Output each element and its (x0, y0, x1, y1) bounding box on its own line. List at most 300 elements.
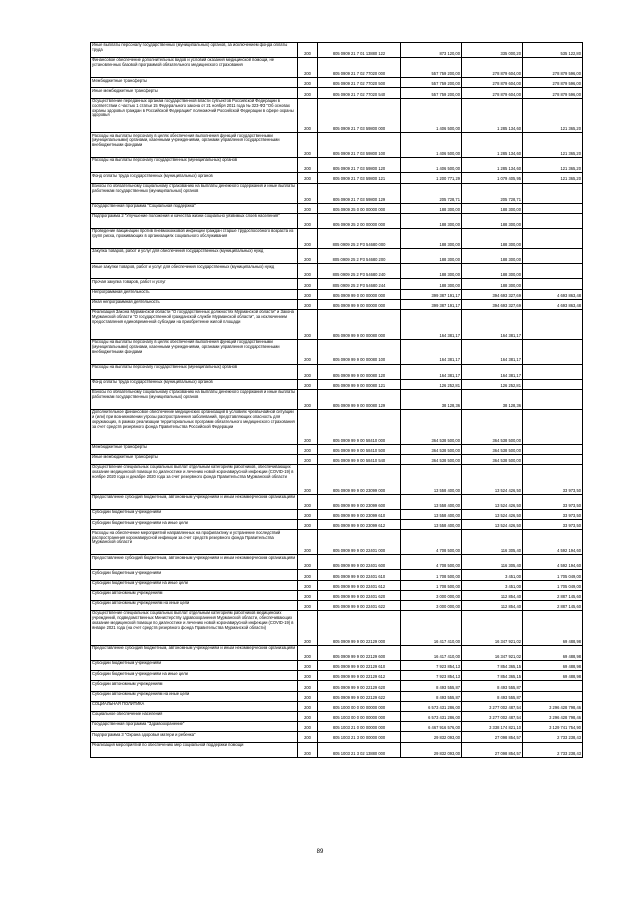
row-unexecuted-amount-cell (523, 364, 583, 379)
row-executed-amount-cell: 394 693 327,69 (462, 299, 523, 309)
row-unexecuted-amount-cell (523, 339, 583, 364)
row-admin-cell: 200 (298, 289, 318, 299)
row-approved-amount-cell: 188 300,00 (401, 264, 462, 279)
table-row (91, 701, 583, 711)
row-admin-cell: 200 (298, 310, 318, 340)
page-number: 89 (316, 849, 324, 855)
row-executed-amount-cell: 1 285 134,60 (462, 158, 523, 173)
row-code-cell: 805 1003 21 0 00 00000 000 (318, 722, 401, 732)
row-approved-amount-cell: 16 417 410,00 (401, 611, 462, 646)
row-name-cell: Непрограммная деятельность (91, 289, 298, 299)
row-admin-cell: 200 (298, 379, 318, 389)
row-name-cell: Прочая закупка товаров, работ и услуг (91, 279, 298, 289)
row-code-cell: 805 0909 99 9 00 23099 612 (318, 520, 401, 530)
row-unexecuted-amount-cell: 4 693 863,48 (523, 289, 583, 299)
row-executed-amount-cell: 112 854,40 (462, 590, 523, 600)
row-admin-cell: 200 (298, 510, 318, 520)
row-name-cell: Предоставление субсидий бюджетным, автономным учреждениям и иным некоммерческим организациям (91, 494, 298, 509)
row-unexecuted-amount-cell: 1 705 049,00 (523, 570, 583, 580)
row-unexecuted-amount-cell: 4 592 194,60 (523, 555, 583, 570)
row-code-cell: 805 0909 25 2 P3 54680 244 (318, 279, 401, 289)
table-row (91, 339, 583, 364)
row-unexecuted-amount-cell (523, 454, 583, 464)
row-unexecuted-amount-cell (523, 264, 583, 279)
row-code-cell: 805 0909 21 7 03 59800 120 (318, 158, 401, 173)
row-approved-amount-cell: 8 493 555,87 (401, 681, 462, 691)
row-approved-amount-cell: 1 200 771,29 (401, 173, 462, 183)
table-row (91, 228, 583, 248)
row-approved-amount-cell: 3 000 000,00 (401, 600, 462, 610)
row-code-cell: 805 0909 21 7 01 13880 122 (318, 43, 401, 58)
row-code-cell: 805 0909 99 9 00 22129 000 (318, 611, 401, 646)
row-admin-cell: 200 (298, 88, 318, 98)
row-admin-cell: 200 (298, 661, 318, 671)
row-name-cell: Иные межбюджетные трансферты (91, 88, 298, 98)
report-sheet (90, 42, 582, 758)
row-code-cell: 805 0909 99 9 00 22129 610 (318, 661, 401, 671)
table-row (91, 183, 583, 203)
row-admin-cell: 200 (298, 530, 318, 555)
row-code-cell: 805 0909 21 7 03 59800 000 (318, 98, 401, 133)
table-row (91, 43, 583, 58)
row-executed-amount-cell: 3 451,00 (462, 580, 523, 590)
table-row (91, 310, 583, 340)
row-unexecuted-amount-cell (523, 379, 583, 389)
row-code-cell: 805 0909 21 7 02 77020 000 (318, 58, 401, 78)
row-unexecuted-amount-cell: 1 705 049,00 (523, 580, 583, 590)
row-name-cell: Фонд оплаты труда государственных (муниципальных) органов (91, 173, 298, 183)
row-admin-cell: 200 (298, 78, 318, 88)
row-approved-amount-cell: 557 759 200,00 (401, 78, 462, 88)
row-unexecuted-amount-cell: 33 973,50 (523, 465, 583, 495)
row-approved-amount-cell: 399 387 191,17 (401, 289, 462, 299)
row-approved-amount-cell: 557 759 200,00 (401, 58, 462, 78)
row-approved-amount-cell: 557 759 200,00 (401, 88, 462, 98)
row-unexecuted-amount-cell (523, 213, 583, 228)
row-code-cell: 805 0909 99 9 00 58410 540 (318, 454, 401, 464)
table-row (91, 732, 583, 742)
row-approved-amount-cell: 164 381,17 (401, 310, 462, 340)
row-name-cell: Субсидии бюджетным учреждениям (91, 510, 298, 520)
table-row (91, 78, 583, 88)
table-row (91, 590, 583, 600)
row-admin-cell: 200 (298, 98, 318, 133)
row-unexecuted-amount-cell: 69 488,98 (523, 645, 583, 660)
row-unexecuted-amount-cell: 33 973,50 (523, 494, 583, 509)
row-code-cell: 805 0909 99 9 00 00080 129 (318, 389, 401, 409)
row-admin-cell: 200 (298, 339, 318, 364)
row-executed-amount-cell: 116 305,40 (462, 530, 523, 555)
row-admin-cell: 200 (298, 364, 318, 379)
row-unexecuted-amount-cell: 2 887 145,60 (523, 590, 583, 600)
row-executed-amount-cell: 13 524 426,50 (462, 510, 523, 520)
row-unexecuted-amount-cell: 535 122,80 (523, 43, 583, 58)
row-executed-amount-cell: 394 693 327,69 (462, 289, 523, 299)
row-executed-amount-cell: 278 879 604,00 (462, 58, 523, 78)
row-name-cell: Предоставление субсидий бюджетным, автономным учреждениям и иным некоммерческим организациям (91, 555, 298, 570)
table-row (91, 249, 583, 264)
table-row (91, 681, 583, 691)
row-admin-cell: 200 (298, 58, 318, 78)
row-executed-amount-cell: 3 277 002 487,54 (462, 711, 523, 721)
row-admin-cell: 200 (298, 264, 318, 279)
table-row (91, 661, 583, 671)
table-row (91, 264, 583, 279)
row-executed-amount-cell: 27 098 854,57 (462, 742, 523, 757)
row-admin-cell: 200 (298, 249, 318, 264)
row-approved-amount-cell: 1 708 500,00 (401, 580, 462, 590)
row-name-cell: Расходы на обеспечение мероприятий направленных на профилактику и устранение последствий распространения коронавирусной инфекции за счет средств резервного фонда Правительства Мурманской области (91, 530, 298, 555)
row-admin-cell: 200 (298, 133, 318, 158)
row-executed-amount-cell: 364 538 500,00 (462, 410, 523, 445)
row-name-cell: Субсидии бюджетным учреждениям на иные цели (91, 520, 298, 530)
row-admin-cell: 200 (298, 389, 318, 409)
table-row (91, 454, 583, 464)
row-name-cell: Иные межбюджетные трансферты (91, 454, 298, 464)
row-approved-amount-cell: 1 406 500,00 (401, 98, 462, 133)
row-unexecuted-amount-cell: 2 733 238,43 (523, 732, 583, 742)
row-approved-amount-cell: 164 381,17 (401, 339, 462, 364)
row-admin-cell: 200 (298, 444, 318, 454)
row-unexecuted-amount-cell (523, 410, 583, 445)
row-executed-amount-cell: 188 300,00 (462, 213, 523, 228)
row-admin-cell: 200 (298, 681, 318, 691)
table-row (91, 510, 583, 520)
row-executed-amount-cell: 8 493 555,87 (462, 691, 523, 701)
row-name-cell: Подпрограмма 3 "Охрана здоровья матери и ребенка" (91, 732, 298, 742)
row-name-cell: Межбюджетные трансферты (91, 78, 298, 88)
row-code-cell: 805 1000 00 0 00 00000 000 (318, 701, 401, 711)
row-unexecuted-amount-cell: 121 365,20 (523, 173, 583, 183)
row-approved-amount-cell: 29 832 093,00 (401, 732, 462, 742)
row-approved-amount-cell: 126 252,81 (401, 379, 462, 389)
row-unexecuted-amount-cell (523, 691, 583, 701)
row-name-cell: Взносы по обязательному социальному страхованию на выплаты денежного содержания и иные выплаты работникам государственных (муниципальных) органов (91, 183, 298, 203)
row-unexecuted-amount-cell (523, 183, 583, 203)
table-row (91, 611, 583, 646)
row-executed-amount-cell: 1 285 134,60 (462, 98, 523, 133)
row-admin-cell: 200 (298, 203, 318, 213)
row-admin-cell: 200 (298, 213, 318, 228)
row-code-cell: 805 0909 99 9 00 23099 610 (318, 510, 401, 520)
row-name-cell: Государственная программа "Социальная поддержка" (91, 203, 298, 213)
row-executed-amount-cell: 205 728,71 (462, 183, 523, 203)
row-name-cell: Субсидии автономным учреждениям на иные цели (91, 600, 298, 610)
row-admin-cell: 200 (298, 645, 318, 660)
row-name-cell: Реализация мероприятий по обеспечению мер социальной поддержки помощи (91, 742, 298, 757)
table-row (91, 711, 583, 721)
row-admin-cell: 200 (298, 183, 318, 203)
row-approved-amount-cell: 873 120,00 (401, 43, 462, 58)
row-name-cell: Субсидии бюджетным учреждениям (91, 661, 298, 671)
row-executed-amount-cell: 278 879 604,00 (462, 88, 523, 98)
table-row (91, 410, 583, 445)
row-approved-amount-cell: 6 467 916 576,00 (401, 722, 462, 732)
row-unexecuted-amount-cell (523, 389, 583, 409)
row-executed-amount-cell: 3 451,00 (462, 570, 523, 580)
table-row (91, 98, 583, 133)
row-unexecuted-amount-cell (523, 228, 583, 248)
row-approved-amount-cell: 205 728,71 (401, 183, 462, 203)
row-name-cell: Фонд оплаты труда государственных (муниципальных) органов (91, 379, 298, 389)
row-name-cell: Закупка товаров, работ и услуг для обеспечения государственных (муниципальных) нужд (91, 249, 298, 264)
row-unexecuted-amount-cell: 121 365,20 (523, 158, 583, 173)
row-approved-amount-cell: 188 300,00 (401, 279, 462, 289)
table-row (91, 213, 583, 228)
row-name-cell: Расходы на выплаты персоналу государственных (муниципальных) органов (91, 364, 298, 379)
row-code-cell: 805 0909 99 9 00 22129 600 (318, 645, 401, 660)
table-row (91, 173, 583, 183)
row-admin-cell: 200 (298, 279, 318, 289)
table-row (91, 379, 583, 389)
row-name-cell: Субсидии бюджетным учреждениям на иные цели (91, 671, 298, 681)
table-row (91, 58, 583, 78)
row-code-cell: 805 0909 99 9 00 22401 620 (318, 590, 401, 600)
row-code-cell: 805 0909 99 9 00 22401 600 (318, 555, 401, 570)
row-code-cell: 805 0909 25 2 P3 54680 240 (318, 264, 401, 279)
row-admin-cell: 200 (298, 158, 318, 173)
row-approved-amount-cell: 7 923 854,13 (401, 661, 462, 671)
row-code-cell: 805 0909 25 2 P3 54680 200 (318, 249, 401, 264)
table-row (91, 671, 583, 681)
row-admin-cell: 200 (298, 228, 318, 248)
row-admin-cell: 200 (298, 701, 318, 711)
row-unexecuted-amount-cell (523, 310, 583, 340)
row-executed-amount-cell: 116 305,40 (462, 555, 523, 570)
row-admin-cell: 200 (298, 742, 318, 757)
table-row (91, 645, 583, 660)
row-executed-amount-cell: 3 338 174 821,10 (462, 722, 523, 732)
row-code-cell: 805 0909 99 9 00 22129 612 (318, 671, 401, 681)
row-name-cell: Субсидии автономным учреждениям на иные цели (91, 691, 298, 701)
budget-table (90, 42, 583, 758)
row-name-cell: Подпрограмма 2 "Улучшение положения и качества жизни социально уязвимых слоев населения" (91, 213, 298, 228)
row-admin-cell: 200 (298, 600, 318, 610)
table-row (91, 555, 583, 570)
table-row (91, 722, 583, 732)
row-name-cell: Иные закупки товаров, работ и услуг для обеспечения государственных (муниципальных) нужд (91, 264, 298, 279)
row-executed-amount-cell: 7 854 365,15 (462, 671, 523, 681)
row-approved-amount-cell: 1 708 500,00 (401, 570, 462, 580)
row-approved-amount-cell: 16 417 410,00 (401, 645, 462, 660)
row-executed-amount-cell: 16 347 921,02 (462, 611, 523, 646)
row-executed-amount-cell: 13 524 426,50 (462, 520, 523, 530)
table-row (91, 600, 583, 610)
row-admin-cell: 200 (298, 671, 318, 681)
budget-table-body (91, 43, 583, 758)
row-executed-amount-cell: 188 300,00 (462, 228, 523, 248)
row-approved-amount-cell: 188 300,00 (401, 203, 462, 213)
row-approved-amount-cell: 364 538 500,00 (401, 454, 462, 464)
table-row (91, 158, 583, 173)
row-name-cell: Проведение вакцинации против пневмококковой инфекции граждан старше трудоспособного возраста из групп риска, проживающих в организациях социального обслуживания (91, 228, 298, 248)
row-unexecuted-amount-cell (523, 279, 583, 289)
table-row (91, 279, 583, 289)
row-unexecuted-amount-cell (523, 203, 583, 213)
row-executed-amount-cell: 13 524 426,50 (462, 494, 523, 509)
row-executed-amount-cell: 364 538 500,00 (462, 444, 523, 454)
row-unexecuted-amount-cell: 2 887 145,60 (523, 600, 583, 610)
row-name-cell: Социальное обеспечение населения (91, 711, 298, 721)
row-name-cell: Осуществление переданных органам государственной власти субъектов Российской Федерации в соответствии с частью 1 статьи 15 Федерального закона от 21 ноября 2011 года № 323-ФЗ "Об основах охраны здоровья граждан в Российской Федерации" полномочий Российской Федерации в сфере охраны здоровья (91, 98, 298, 133)
row-executed-amount-cell: 16 347 921,02 (462, 645, 523, 660)
row-admin-cell: 200 (298, 494, 318, 509)
row-unexecuted-amount-cell: 278 879 596,00 (523, 88, 583, 98)
row-code-cell: 805 0909 21 7 02 77020 500 (318, 78, 401, 88)
table-row (91, 133, 583, 158)
table-row (91, 570, 583, 580)
row-executed-amount-cell: 8 493 555,87 (462, 681, 523, 691)
row-unexecuted-amount-cell: 2 733 238,43 (523, 742, 583, 757)
row-code-cell: 805 0909 25 0 00 00000 000 (318, 203, 401, 213)
row-admin-cell: 200 (298, 722, 318, 732)
row-approved-amount-cell: 1 406 500,00 (401, 133, 462, 158)
row-code-cell: 805 0909 99 9 00 00000 000 (318, 299, 401, 309)
row-name-cell: Иные выплаты персоналу государственных (муниципальных) органов, за исключением фонда оплаты труда (91, 43, 298, 58)
row-executed-amount-cell: 112 854,40 (462, 600, 523, 610)
row-code-cell: 805 0909 99 9 00 00080 120 (318, 364, 401, 379)
row-name-cell: Субсидии бюджетным учреждениям на иные цели (91, 580, 298, 590)
row-name-cell: Дополнительное финансовое обеспечение медицинских организаций в условиях чрезвычайной ситуации и (или) при возникновении угрозы распространения заболеваний, представляющих опасность для окружающих, в рамках реализации территориальных программ обязательного медицинского страхования за счет средств резервного фонда Правительства Российской Федерации (91, 410, 298, 445)
row-approved-amount-cell: 8 493 555,87 (401, 691, 462, 701)
row-unexecuted-amount-cell (523, 681, 583, 691)
row-executed-amount-cell: 278 879 604,00 (462, 78, 523, 88)
row-unexecuted-amount-cell: 3 129 741 754,90 (523, 722, 583, 732)
row-executed-amount-cell: 13 524 426,50 (462, 465, 523, 495)
row-unexecuted-amount-cell: 278 879 596,00 (523, 58, 583, 78)
row-code-cell: 805 0909 99 9 00 58410 500 (318, 444, 401, 454)
table-row (91, 465, 583, 495)
row-approved-amount-cell: 38 128,36 (401, 389, 462, 409)
row-unexecuted-amount-cell: 33 973,50 (523, 520, 583, 530)
row-executed-amount-cell: 164 381,17 (462, 339, 523, 364)
row-code-cell: 805 0909 99 9 00 00080 121 (318, 379, 401, 389)
row-admin-cell: 200 (298, 454, 318, 464)
row-name-cell: Расходы на выплаты персоналу в целях обеспечения выполнения функций государственными (муниципальными) органами, казенными учреждениями, органами управления государственными внебюджетными фондами (91, 339, 298, 364)
row-unexecuted-amount-cell: 121 365,20 (523, 133, 583, 158)
row-admin-cell: 200 (298, 732, 318, 742)
table-row (91, 520, 583, 530)
row-code-cell: 805 0909 99 9 00 23099 600 (318, 494, 401, 509)
row-approved-amount-cell: 399 387 191,17 (401, 299, 462, 309)
table-row (91, 88, 583, 98)
row-code-cell: 805 0909 99 9 00 22401 610 (318, 570, 401, 580)
row-name-cell: Субсидии автономным учреждениям (91, 590, 298, 600)
row-approved-amount-cell: 4 708 500,00 (401, 530, 462, 555)
row-approved-amount-cell: 188 300,00 (401, 249, 462, 264)
row-approved-amount-cell: 364 538 500,00 (401, 444, 462, 454)
row-executed-amount-cell: 164 381,17 (462, 310, 523, 340)
row-code-cell: 805 1003 00 0 00 00000 000 (318, 711, 401, 721)
row-name-cell: Взносы по обязательному социальному страхованию на выплаты денежного содержания и иные выплаты работникам государственных (муниципальных) органов (91, 389, 298, 409)
row-approved-amount-cell: 364 538 500,00 (401, 410, 462, 445)
row-unexecuted-amount-cell: 278 879 596,00 (523, 78, 583, 88)
row-approved-amount-cell: 1 406 500,00 (401, 158, 462, 173)
row-code-cell: 805 0909 99 0 00 00000 000 (318, 289, 401, 299)
row-approved-amount-cell: 3 000 000,00 (401, 590, 462, 600)
row-executed-amount-cell: 126 252,81 (462, 379, 523, 389)
row-admin-cell: 200 (298, 611, 318, 646)
row-code-cell: 805 1003 21 3 00 00000 000 (318, 732, 401, 742)
row-code-cell: 805 0909 25 2 P3 54680 000 (318, 228, 401, 248)
row-code-cell: 805 0909 99 9 00 22129 622 (318, 691, 401, 701)
table-row (91, 289, 583, 299)
row-unexecuted-amount-cell: 121 365,20 (523, 98, 583, 133)
row-unexecuted-amount-cell (523, 249, 583, 264)
table-row (91, 530, 583, 555)
row-admin-cell: 200 (298, 555, 318, 570)
row-executed-amount-cell: 3 277 002 487,54 (462, 701, 523, 711)
row-code-cell: 805 0909 21 7 03 59800 129 (318, 183, 401, 203)
row-name-cell: Осуществление специальных социальных выплат отдельным категориям работников медицинских учреждений, подведомственных Министерству здравоохранения Мурманской области, обеспечивающих оказание медицинской помощи по диагностике и лечению новой коронавирусной инфекции (COVID-19) в январе 2021 года (на счет средств резервного фонда Правительства Мурманской области) (91, 611, 298, 646)
row-code-cell: 805 1003 21 3 02 13880 000 (318, 742, 401, 757)
row-approved-amount-cell: 164 381,17 (401, 364, 462, 379)
row-name-cell: Государственная программа "Здравоохранение" (91, 722, 298, 732)
row-executed-amount-cell: 164 381,17 (462, 364, 523, 379)
row-admin-cell: 200 (298, 299, 318, 309)
row-code-cell: 805 0909 99 9 00 22129 620 (318, 681, 401, 691)
row-approved-amount-cell: 13 558 400,00 (401, 494, 462, 509)
table-row (91, 691, 583, 701)
row-unexecuted-amount-cell (523, 444, 583, 454)
row-unexecuted-amount-cell: 69 488,98 (523, 611, 583, 646)
row-name-cell: Межбюджетные трансферты (91, 444, 298, 454)
row-executed-amount-cell: 7 854 365,15 (462, 661, 523, 671)
row-executed-amount-cell: 1 285 134,60 (462, 133, 523, 158)
table-row (91, 742, 583, 757)
row-name-cell: Предоставление субсидий бюджетным, автономным учреждениям и иным некоммерческим организациям (91, 645, 298, 660)
row-executed-amount-cell: 188 300,00 (462, 279, 523, 289)
row-approved-amount-cell: 13 558 400,00 (401, 465, 462, 495)
row-executed-amount-cell: 188 300,00 (462, 203, 523, 213)
row-executed-amount-cell: 188 300,00 (462, 249, 523, 264)
row-name-cell: Иная непрограммная деятельность (91, 299, 298, 309)
row-approved-amount-cell: 13 558 400,00 (401, 510, 462, 520)
row-admin-cell: 200 (298, 711, 318, 721)
row-unexecuted-amount-cell: 4 592 194,60 (523, 530, 583, 555)
row-admin-cell: 200 (298, 590, 318, 600)
row-approved-amount-cell: 6 573 431 286,00 (401, 701, 462, 711)
row-code-cell: 805 0909 99 9 00 22401 622 (318, 600, 401, 610)
row-unexecuted-amount-cell: 4 693 863,48 (523, 299, 583, 309)
row-executed-amount-cell: 364 538 500,00 (462, 454, 523, 464)
row-code-cell: 805 0909 99 9 00 58410 000 (318, 410, 401, 445)
row-approved-amount-cell: 29 832 093,00 (401, 742, 462, 757)
row-approved-amount-cell: 4 708 500,00 (401, 555, 462, 570)
row-name-cell: СОЦИАЛЬНАЯ ПОЛИТИКА (91, 701, 298, 711)
row-name-cell: Субсидии автономным учреждениям (91, 681, 298, 691)
table-row (91, 364, 583, 379)
row-code-cell: 805 0909 21 7 03 59800 100 (318, 133, 401, 158)
row-name-cell: Расходы на выплаты персоналу государственных (муниципальных) органов (91, 158, 298, 173)
table-row (91, 299, 583, 309)
table-row (91, 580, 583, 590)
table-row (91, 444, 583, 454)
row-code-cell: 805 0909 25 2 00 00000 000 (318, 213, 401, 228)
row-admin-cell: 200 (298, 173, 318, 183)
row-executed-amount-cell: 335 000,20 (462, 43, 523, 58)
row-executed-amount-cell: 38 128,36 (462, 389, 523, 409)
row-unexecuted-amount-cell: 33 973,50 (523, 510, 583, 520)
row-unexecuted-amount-cell: 69 488,98 (523, 671, 583, 681)
row-code-cell: 805 0909 21 7 03 59800 121 (318, 173, 401, 183)
row-admin-cell: 200 (298, 691, 318, 701)
row-executed-amount-cell: 188 300,00 (462, 264, 523, 279)
row-code-cell: 805 0909 21 7 02 77020 540 (318, 88, 401, 98)
row-admin-cell: 200 (298, 580, 318, 590)
row-unexecuted-amount-cell: 3 296 428 798,46 (523, 701, 583, 711)
row-admin-cell: 200 (298, 570, 318, 580)
